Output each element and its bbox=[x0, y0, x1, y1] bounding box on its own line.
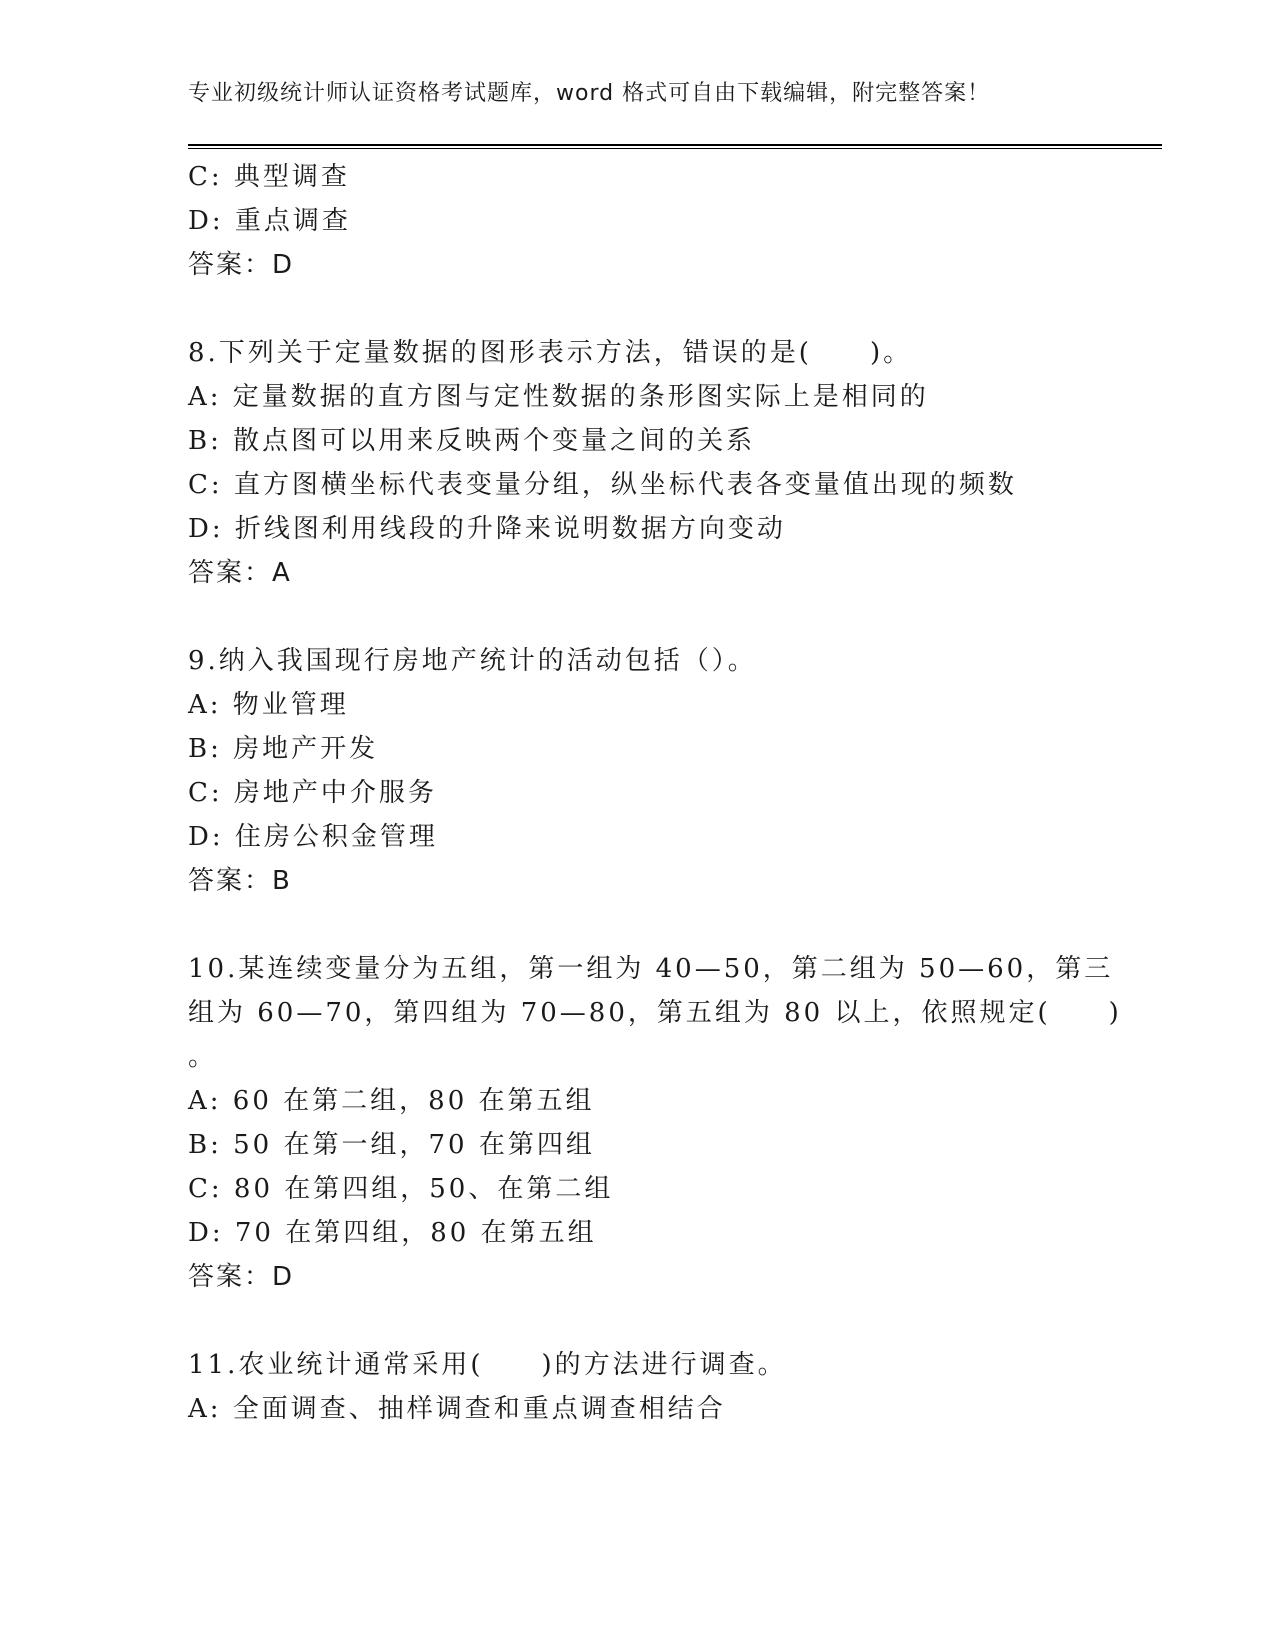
prev-option-d: D: 重点调查 bbox=[188, 206, 351, 236]
q10-option-a: A: 60 在第二组，80 在第五组 bbox=[188, 1086, 595, 1116]
q10-option-d: D: 70 在第四组，80 在第五组 bbox=[188, 1218, 597, 1248]
q10-option-b: B: 50 在第一组，70 在第四组 bbox=[188, 1130, 595, 1160]
q9-answer: 答案：B bbox=[188, 866, 292, 896]
q9-option-a: A: 物业管理 bbox=[188, 690, 349, 720]
q8-option-d: D: 折线图利用线段的升降来说明数据方向变动 bbox=[188, 514, 786, 544]
q9-option-b: B: 房地产开发 bbox=[188, 734, 379, 764]
q10-option-c: C: 80 在第四组，50、在第二组 bbox=[188, 1174, 614, 1204]
prev-answer: 答案：D bbox=[188, 250, 295, 280]
q9-stem: 9.纳入我国现行房地产统计的活动包括（）。 bbox=[188, 646, 757, 676]
page-header: 专业初级统计师认证资格考试题库，word 格式可自由下载编辑，附完整答案！ bbox=[188, 81, 991, 106]
q8-answer: 答案：A bbox=[188, 558, 292, 588]
q11-option-a: A: 全面调查、抽样调查和重点调查相结合 bbox=[188, 1394, 726, 1424]
q8-option-b: B: 散点图可以用来反映两个变量之间的关系 bbox=[188, 426, 756, 456]
q10-stem-line2: 组为 60—70，第四组为 70—80，第五组为 80 以上，依照规定( ) bbox=[188, 998, 1122, 1028]
q10-stem-line3: 。 bbox=[188, 1042, 218, 1072]
q11-stem: 11.农业统计通常采用( )的方法进行调查。 bbox=[188, 1350, 787, 1380]
prev-option-c: C: 典型调查 bbox=[188, 162, 350, 192]
q9-option-d: D: 住房公积金管理 bbox=[188, 822, 438, 852]
q9-option-c: C: 房地产中介服务 bbox=[188, 778, 437, 808]
header-divider bbox=[188, 144, 1162, 149]
q8-option-a: A: 定量数据的直方图与定性数据的条形图实际上是相同的 bbox=[188, 382, 929, 412]
q8-option-c: C: 直方图横坐标代表变量分组，纵坐标代表各变量值出现的频数 bbox=[188, 470, 1017, 500]
q8-stem: 8.下列关于定量数据的图形表示方法，错误的是( )。 bbox=[188, 338, 913, 368]
q10-stem-line1: 10.某连续变量分为五组，第一组为 40—50，第二组为 50—60，第三 bbox=[188, 954, 1114, 984]
q10-answer: 答案：D bbox=[188, 1262, 295, 1292]
